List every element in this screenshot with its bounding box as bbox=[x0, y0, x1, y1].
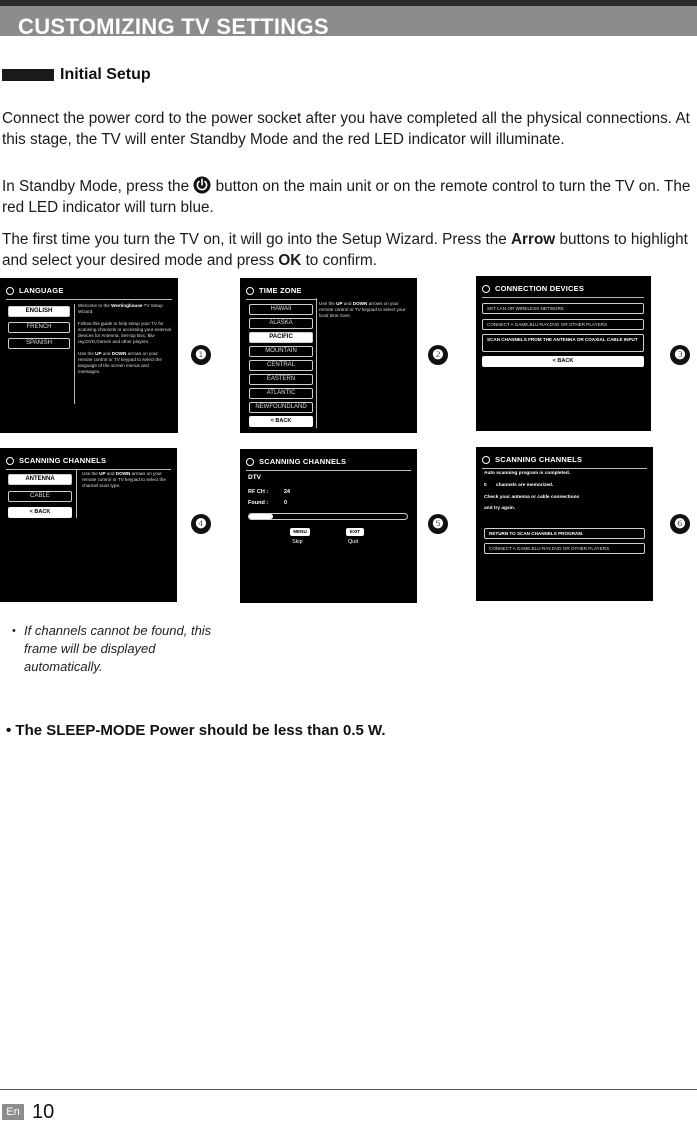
timezone-option-pacific[interactable]: PACIFIC bbox=[249, 332, 313, 343]
timezone-option-mountain[interactable]: MOUNTAIN bbox=[249, 346, 313, 357]
scan-option-antenna[interactable]: ANTENNA bbox=[8, 474, 72, 485]
divider bbox=[6, 299, 172, 300]
rf-channel-label: RF CH : bbox=[248, 489, 269, 495]
divider bbox=[76, 470, 77, 518]
paragraph-text: to confirm. bbox=[305, 252, 377, 269]
screen-connection-devices bbox=[476, 276, 651, 431]
scan-mode: DTV bbox=[248, 474, 261, 481]
help-text-part: DOWN bbox=[111, 351, 127, 356]
screen-header bbox=[482, 455, 582, 464]
section-marker bbox=[2, 69, 54, 81]
option-set-network[interactable]: SET LAN OR WIRELESS NETWORK bbox=[482, 303, 644, 314]
option-scan-channels[interactable]: SCAN CHANNELS FROM THE ANTENNA OR COAXIAL CABLE INPUT bbox=[482, 334, 644, 352]
help-text-part: Follow this guide to help setup your TV for scanning channels or accessing your external devices for Antenna, Set-top Box, Blu-ray,DVD,Games and other players. bbox=[78, 321, 171, 344]
help-text bbox=[319, 301, 413, 319]
timezone-option-hawaii[interactable]: HAWAII bbox=[249, 304, 313, 315]
page-header bbox=[0, 6, 697, 39]
screen-title: LANGUAGE bbox=[19, 286, 64, 295]
screen-title: SCANNING CHANNELS bbox=[259, 457, 347, 466]
help-text-part: arrows on your remote control or TV keypad to select your local time zone. bbox=[319, 301, 406, 318]
paragraph-standby bbox=[2, 176, 692, 218]
menu-key[interactable]: MENU bbox=[290, 528, 310, 536]
scan-progress-fill bbox=[249, 514, 273, 519]
help-text-part: Westinghouse bbox=[111, 303, 143, 308]
timezone-option-central[interactable]: CENTRAL bbox=[249, 360, 313, 371]
language-option-spanish[interactable]: SPANISH bbox=[8, 338, 70, 349]
screen-time-zone bbox=[240, 278, 417, 433]
paragraph-setup-wizard bbox=[2, 229, 692, 271]
language-option-french[interactable]: FRENCH bbox=[8, 322, 70, 333]
timezone-option-atlantic[interactable]: ATLANTIC bbox=[249, 388, 313, 399]
power-icon bbox=[193, 176, 211, 194]
circle-icon bbox=[6, 457, 14, 465]
back-label: BACK bbox=[275, 418, 292, 424]
help-text bbox=[78, 303, 172, 375]
exit-key[interactable]: EXIT bbox=[346, 528, 364, 536]
circle-icon bbox=[482, 456, 490, 464]
channels-memorized-count: 0 bbox=[484, 483, 487, 488]
option-connect-players[interactable]: CONNECT A GAME,BLU-RAY,DVD OR OTHER PLAYERS bbox=[482, 319, 644, 330]
note-text: If channels cannot be found, this frame will be displayed automatically. bbox=[24, 623, 212, 674]
step-number-3: ❸ bbox=[670, 345, 690, 365]
help-text-part: and bbox=[343, 301, 352, 306]
divider bbox=[482, 468, 647, 469]
divider bbox=[74, 304, 75, 404]
help-text-part: UP bbox=[99, 471, 106, 476]
scan-complete-message: Auto scanning program is completed. bbox=[484, 471, 571, 476]
help-text-part: Use the bbox=[78, 351, 94, 356]
scan-fail-note bbox=[12, 622, 232, 676]
timezone-option-alaska[interactable]: ALASKA bbox=[249, 318, 313, 329]
screen-title: TIME ZONE bbox=[259, 286, 302, 295]
page-title: CUSTOMIZING TV SETTINGS bbox=[18, 14, 329, 39]
screen-header bbox=[6, 456, 106, 465]
screen-language bbox=[0, 278, 178, 433]
bullet: • bbox=[12, 625, 16, 637]
divider bbox=[316, 298, 317, 428]
footer-divider bbox=[0, 1089, 697, 1090]
try-again-message: and try again. bbox=[484, 506, 516, 511]
skip-label: Skip bbox=[292, 539, 303, 545]
rf-channel-value: 24 bbox=[284, 489, 291, 495]
step-number-2: ❷ bbox=[428, 345, 448, 365]
back-label: BACK bbox=[34, 509, 51, 515]
screen-header bbox=[246, 286, 302, 295]
divider bbox=[246, 470, 411, 471]
timezone-option-newfoundland[interactable]: NEWFOUNDLAND bbox=[249, 402, 313, 413]
section-title: Initial Setup bbox=[60, 66, 151, 83]
help-text-part: Use the bbox=[319, 301, 335, 306]
help-text-part: and bbox=[102, 351, 111, 356]
sleep-mode-note: • The SLEEP-MODE Power should be less than 0.5 W. bbox=[6, 722, 386, 739]
circle-icon bbox=[246, 287, 254, 295]
page-number: 10 bbox=[32, 1101, 55, 1123]
help-text-part: arrows on your remote control or TV keypad to select the language of the screen menus and messages. bbox=[78, 351, 162, 374]
paragraph-text: In Standby Mode, press the bbox=[2, 178, 190, 195]
help-text-part: arrows on your remote control or TV keypad to select the channel scan type. bbox=[82, 471, 166, 488]
paragraph-text: button on the main unit or on the remote control to turn the TV on. The red LED indicator will turn blue. bbox=[2, 178, 691, 216]
help-text-part: Use the bbox=[82, 471, 98, 476]
divider bbox=[482, 297, 644, 298]
scan-progress-bar bbox=[248, 513, 408, 520]
connect-players-option[interactable]: CONNECT A GAME,BLU-RAY,DVD OR OTHER PLAYERS bbox=[484, 543, 645, 554]
divider bbox=[6, 469, 171, 470]
help-text-part: UP bbox=[336, 301, 343, 306]
paragraph-power-connect bbox=[2, 108, 692, 150]
screen-title: CONNECTION DEVICES bbox=[495, 284, 585, 293]
back-button[interactable]: < BACK bbox=[249, 416, 313, 427]
language-badge: En bbox=[2, 1104, 24, 1120]
back-button[interactable]: < BACK bbox=[8, 507, 72, 518]
screen-title: SCANNING CHANNELS bbox=[19, 456, 107, 465]
step-number-1: ❶ bbox=[191, 345, 211, 365]
help-text-part: DOWN bbox=[352, 301, 368, 306]
timezone-option-eastern[interactable]: EASTERN bbox=[249, 374, 313, 385]
help-text-part: TV Setup Wizard. bbox=[78, 303, 163, 314]
check-connections-message: Check your antenna or cable connections bbox=[484, 495, 580, 500]
ok-key-label: OK bbox=[278, 252, 302, 269]
screen-header bbox=[482, 284, 584, 293]
help-text-part: UP bbox=[95, 351, 102, 356]
help-text-part: DOWN bbox=[115, 471, 131, 476]
step-number-5: ❺ bbox=[428, 514, 448, 534]
screen-header bbox=[6, 286, 64, 295]
screen-scanning-type bbox=[0, 448, 177, 602]
language-option-english[interactable]: ENGLISH bbox=[8, 306, 70, 317]
quit-label: Quit bbox=[348, 539, 359, 545]
help-text-part: and bbox=[106, 471, 115, 476]
found-value: 0 bbox=[284, 500, 288, 506]
screen-title: SCANNING CHANNELS bbox=[495, 455, 583, 464]
divider bbox=[246, 299, 316, 300]
back-label: BACK bbox=[557, 358, 574, 364]
return-to-scan-option[interactable]: RETURN TO SCAN CHANNELS PROGRAM. bbox=[484, 528, 645, 539]
paragraph-text: buttons to highlight and select your desired mode and press bbox=[2, 231, 688, 269]
circle-icon bbox=[6, 287, 14, 295]
step-number-6: ❻ bbox=[670, 514, 690, 534]
circle-icon bbox=[482, 285, 490, 293]
back-button[interactable]: < BACK bbox=[482, 356, 644, 367]
screen-scanning-progress bbox=[240, 449, 417, 603]
paragraph-text: Connect the power cord to the power socket after you have completed all the physical connections. At this stage, the TV will enter Standby Mode and the red LED indicator will illuminate. bbox=[2, 110, 690, 148]
help-text-part: Welcome to the bbox=[78, 303, 110, 308]
screen-scanning-complete bbox=[476, 447, 653, 601]
paragraph-text: The first time you turn the TV on, it will go into the Setup Wizard. Press the bbox=[2, 231, 507, 248]
found-label: Found : bbox=[248, 500, 269, 506]
step-number-4: ❹ bbox=[191, 514, 211, 534]
help-text bbox=[82, 471, 170, 489]
channels-memorized-text: channels are memorized. bbox=[496, 483, 554, 488]
screen-header bbox=[246, 457, 346, 466]
arrow-key-label: Arrow bbox=[511, 231, 556, 248]
scan-option-cable[interactable]: CABLE bbox=[8, 491, 72, 502]
circle-icon bbox=[246, 458, 254, 466]
